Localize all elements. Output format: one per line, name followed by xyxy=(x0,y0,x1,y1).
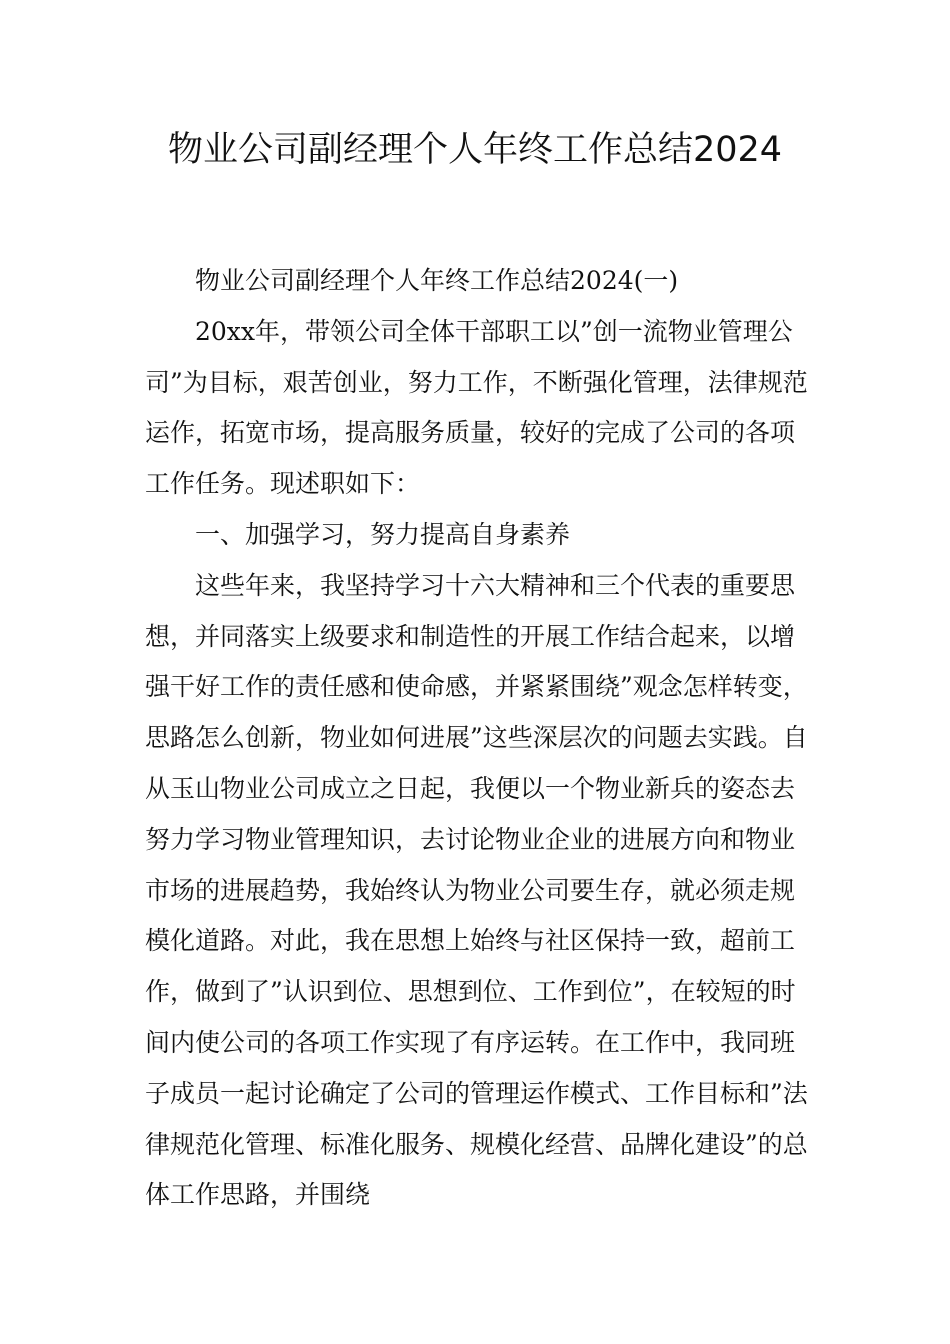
body-paragraph: 这些年来，我坚持学习十六大精神和三个代表的重要思想，并同落实上级要求和制造性的开展工作结合起来，以增强干好工作的责任感和使命感，并紧紧围绕”观念怎样转变，思路怎么创新，物业如何进展”这些深层次的问题去实践。自从玉山物业公司成立之日起，我便以一个物业新兵的姿态去努力学习物业管理知识，去讨论物业企业的进展方向和物业市场的进展趋势，我始终认为物业公司要生存，就必须走规模化道路。对此，我在思想上始终与社区保持一致，超前工作，做到了”认识到位、思想到位、工作到位”，在较短的时间内使公司的各项工作实现了有序运转。在工作中，我同班子成员一起讨论确定了公司的管理运作模式、工作目标和”法律规范化管理、标准化服务、规模化经营、品牌化建设”的总体工作思路，并围绕 xyxy=(145,570,808,1210)
document-body xyxy=(145,256,815,1221)
intro-paragraph: 20xx年，带领公司全体干部职工以”创一流物业管理公司”为目标，艰苦创业，努力工作，不断强化管理，法律规范运作，拓宽市场，提高服务质量，较好的完成了公司的各项工作任务。现述职如下： xyxy=(145,316,808,499)
subtitle-paragraph: 物业公司副经理个人年终工作总结2024(一) xyxy=(195,266,679,295)
section-heading: 一、加强学习，努力提高自身素养 xyxy=(195,519,571,549)
document-title: 物业公司副经理个人年终工作总结2024 xyxy=(167,130,783,170)
